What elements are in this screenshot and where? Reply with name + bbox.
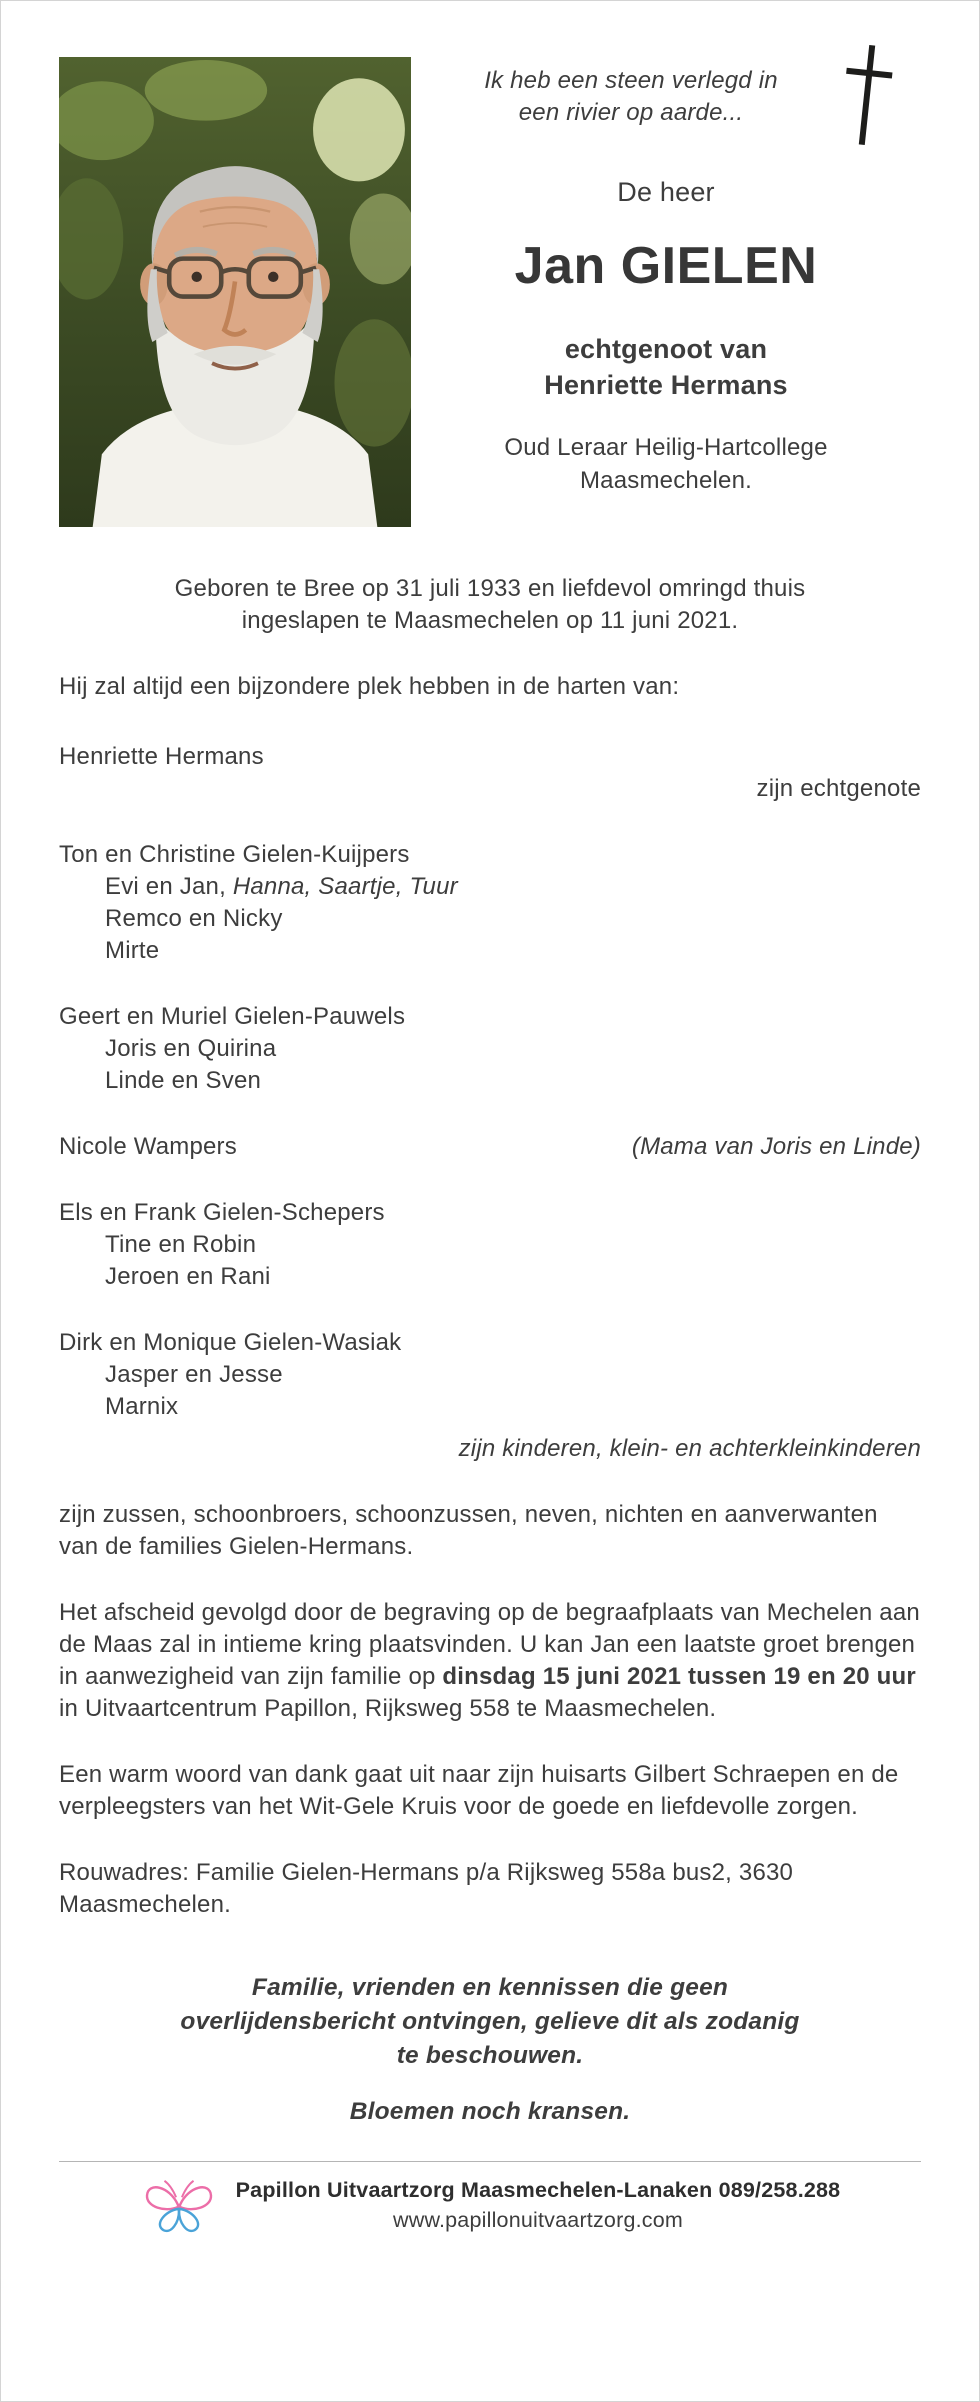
family-closing: zijn kinderen, klein- en achterkleinkinderen [458, 1435, 921, 1462]
farewell-paragraph [59, 1597, 921, 1725]
widow-relation: zijn echtgenote [756, 775, 921, 802]
group-child [59, 1261, 921, 1293]
child-text-italic: Hanna, Saartje, Tuur [232, 873, 458, 900]
family-group-dirk [59, 1327, 921, 1423]
flowers-notice: Bloemen noch kransen. [349, 2098, 631, 2125]
group-child [59, 1391, 921, 1423]
child-text: Jasper en Jesse [105, 1361, 283, 1388]
family-group-els [59, 1197, 921, 1293]
born-line-2: ingeslapen te Maasmechelen op 11 juni 2021. [241, 607, 739, 634]
spouse-name: Henriette Hermans [544, 370, 788, 400]
notice-block [59, 1971, 921, 2073]
group-child [59, 871, 921, 903]
child-text: Jeroen en Rani [105, 1263, 271, 1290]
butterfly-logo-icon [140, 2174, 218, 2236]
portrait-photo [59, 57, 411, 527]
group-head: Geert en Muriel Gielen-Pauwels [59, 1003, 406, 1030]
mourning-address: Rouwadres: Familie Gielen-Hermans p/a Rijksweg 558a bus2, 3630 Maasmechelen. [59, 1859, 794, 1918]
farewell-text-after: in Uitvaartcentrum Papillon, Rijksweg 558 te Maasmechelen. [59, 1695, 717, 1722]
spouse-block [411, 331, 921, 403]
group-head: Dirk en Monique Gielen-Wasiak [59, 1329, 402, 1356]
group-head: Els en Frank Gielen-Schepers [59, 1199, 385, 1226]
child-text: Mirte [105, 937, 160, 964]
portrait-photo-illustration [59, 57, 411, 527]
deceased-name: Jan GIELEN [514, 237, 818, 295]
family-group-ton [59, 839, 921, 967]
born-line-1: Geboren te Bree op 31 juli 1933 en liefdevol omringd thuis [174, 575, 806, 602]
profession-block [411, 431, 921, 497]
family-list [59, 741, 921, 1465]
relatives-paragraph: zijn zussen, schoonbroers, schoonzussen, neven, nichten en aanverwanten van de families Gielen-Hermans. [59, 1501, 878, 1560]
quote-line-2: een rivier op aarde... [518, 99, 744, 126]
footer-website: www.papillonuitvaartzorg.com [392, 2208, 683, 2232]
group-child [59, 1359, 921, 1391]
child-text: Joris en Quirina [105, 1035, 277, 1062]
child-text: Marnix [105, 1393, 179, 1420]
group-head: Nicole Wampers [59, 1133, 237, 1160]
hearts-intro: Hij zal altijd een bijzondere plek hebben in de harten van: [59, 673, 680, 700]
group-head: Ton en Christine Gielen-Kuijpers [59, 841, 410, 868]
notice-line-2: overlijdensbericht ontvingen, gelieve dit als zodanig [180, 2008, 800, 2035]
quote-line-1: Ik heb een steen verlegd in [484, 67, 778, 94]
family-group-nicole [59, 1131, 921, 1163]
group-child [59, 1065, 921, 1097]
group-child [59, 1033, 921, 1065]
cross-icon [839, 43, 895, 147]
notice-line-1: Familie, vrienden en kennissen die geen [251, 1974, 729, 2001]
profession-line-2: Maasmechelen. [579, 467, 753, 494]
birth-death-info [59, 573, 921, 637]
group-note: (Mama van Joris en Linde) [631, 1133, 921, 1160]
family-group-geert [59, 1001, 921, 1097]
header [59, 57, 921, 527]
salutation: De heer [617, 177, 715, 207]
footer [59, 2161, 921, 2254]
child-text: Remco en Nicky [105, 905, 283, 932]
header-text-column [411, 57, 921, 527]
widow-name: Henriette Hermans [59, 743, 264, 770]
farewell-datetime: dinsdag 15 juni 2021 tussen 19 en 20 uur [442, 1663, 916, 1690]
group-child [59, 935, 921, 967]
footer-company-line: Papillon Uitvaartzorg Maasmechelen-Lanaken 089/258.288 [235, 2178, 841, 2202]
child-text: Evi en Jan, [105, 873, 233, 900]
spouse-prefix: echtgenoot van [564, 334, 768, 364]
notice-line-3: te beschouwen. [396, 2042, 584, 2069]
group-child [59, 903, 921, 935]
footer-text [236, 2175, 841, 2235]
thanks-paragraph: Een warm woord van dank gaat uit naar zijn huisarts Gilbert Schraepen en de verpleegsters van het Wit-Gele Kruis voor de goede en liefdevolle zorgen. [59, 1761, 899, 1820]
farewell-text: Het afscheid gevolgd door de begraving op de begraafplaats van Mechelen aan de Maas zal in intieme kring plaatsvinden. U kan Jan een laatste groet brengen in aanwezigheid van zijn familie op [59, 1599, 920, 1690]
child-text: Linde en Sven [105, 1067, 262, 1094]
child-text: Tine en Robin [105, 1231, 257, 1258]
group-child [59, 1229, 921, 1261]
profession-line-1: Oud Leraar Heilig-Hartcollege [504, 434, 828, 461]
